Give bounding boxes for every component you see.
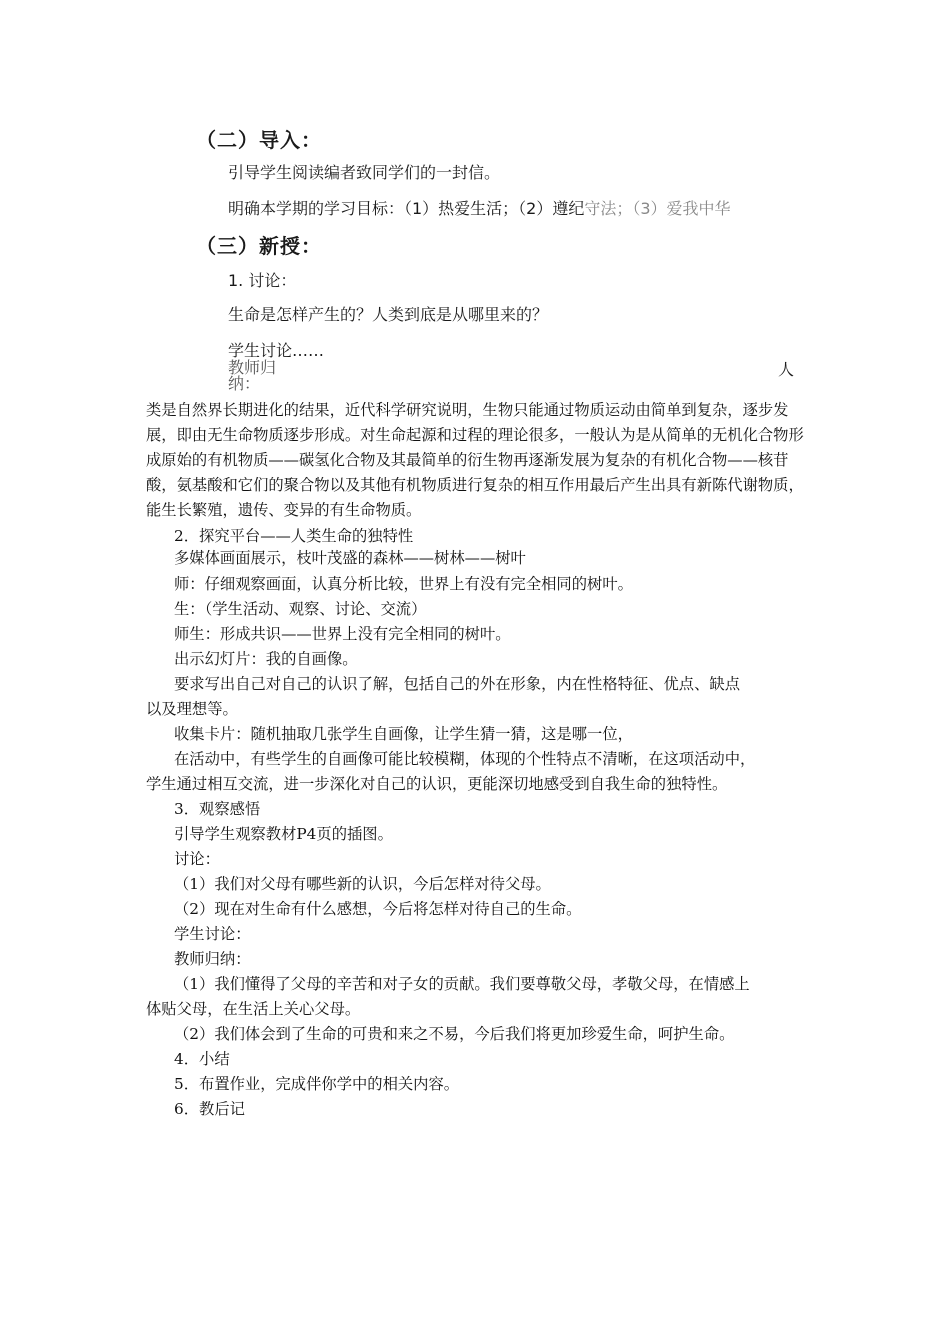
guide-line: 引导学生观察教材P4页的插图。 (174, 825, 393, 843)
discussion-line: 学生讨论…… (228, 341, 325, 360)
student-discuss: 学生讨论： (174, 925, 251, 943)
question-1: （1）我们对父母有哪些新的认识，今后怎样对待父母。 (174, 875, 551, 893)
answer-2: （2）我们体会到了生命的可贵和来之不易，今后我们将更加珍爱生命，呵护生命。 (174, 1025, 735, 1043)
item5: 5．布置作业，完成伴你学中的相关内容。 (174, 1075, 460, 1093)
consensus-line: 师生：形成共识——世界上没有完全相同的树叶。 (174, 625, 511, 643)
goals-prefix: 明确本学期的学习目标：（1）热爱生活；（2）遵纪 (228, 199, 585, 218)
teacher-summary: 教师归纳： (174, 950, 251, 968)
goals-line (228, 196, 731, 219)
activity-line1: 在活动中，有些学生的自画像可能比较模糊，体现的个性特点不清晰，在这项活动中， (174, 750, 756, 768)
require-line2: 以及理想等。 (146, 700, 238, 718)
require-line1: 要求写出自己对自己的认识了解，包括自己的外在形象，内在性格特征、优点、缺点 (174, 675, 740, 693)
question-2: （2）现在对生命有什么感想，今后将怎样对待自己的生命。 (174, 900, 582, 918)
origin-paragraph: 类是自然界长期进化的结果，近代科学研究说明，生物只能通过物质运动由简单到复杂，逐步发展，即由无生命物质逐步形成。对生命起源和过程的理论很多，一般认为是从简单的无机化合物形成原始的有机物质——碳氢化合物及其最简单的衍生物再逐渐发展为复杂的有机化合物——核苷酸，氨基酸和它们的聚合物以及其他有机物质进行复杂的相互作用最后产生出具有新陈代谢物质，能生长繁殖，遗传、变异的有生命物质。 (146, 401, 804, 519)
teacher-question: 师：仔细观察画面，认真分析比较，世界上有没有完全相同的树叶。 (174, 575, 633, 593)
section3-heading: （三）新授： (196, 234, 322, 258)
item2-title: 2．探究平台——人类生命的独特性 (174, 527, 414, 545)
section2-heading: （二）导入： (196, 128, 322, 152)
intro-line: 引导学生阅读编者致同学们的一封信。 (228, 163, 501, 182)
right-char: 人 (778, 360, 795, 379)
students-line: 生：（学生活动、观察、讨论、交流） (174, 600, 427, 618)
goals-faded: 守法；（3）爱我中华 (584, 199, 731, 218)
answer-1-line1: （1）我们懂得了父母的辛苦和对子女的贡献。我们要尊敬父母，孝敬父母，在情感上 (174, 975, 750, 993)
item3-title: 3．观察感悟 (174, 800, 261, 818)
answer-1-line2: 体贴父母，在生活上关心父母。 (146, 1000, 361, 1018)
item4: 4．小结 (174, 1050, 230, 1068)
slide-line: 出示幻灯片：我的自画像。 (174, 650, 358, 668)
activity-line2: 学生通过相互交流，进一步深化对自己的认识，更能深切地感受到自我生命的独特性。 (146, 775, 728, 793)
cut-off-line: 教师归纳： (228, 358, 277, 393)
discuss-label: 讨论： (174, 850, 220, 868)
item6: 6．教后记 (174, 1100, 245, 1118)
question-line: 生命是怎样产生的？人类到底是从哪里来的？ (228, 305, 549, 324)
item1-title: 1. 讨论： (228, 271, 297, 290)
cards-line: 收集卡片：随机抽取几张学生自画像，让学生猜一猜，这是哪一位， (174, 725, 633, 743)
multimedia-line: 多媒体画面展示，枝叶茂盛的森林——树林——树叶 (174, 549, 526, 567)
